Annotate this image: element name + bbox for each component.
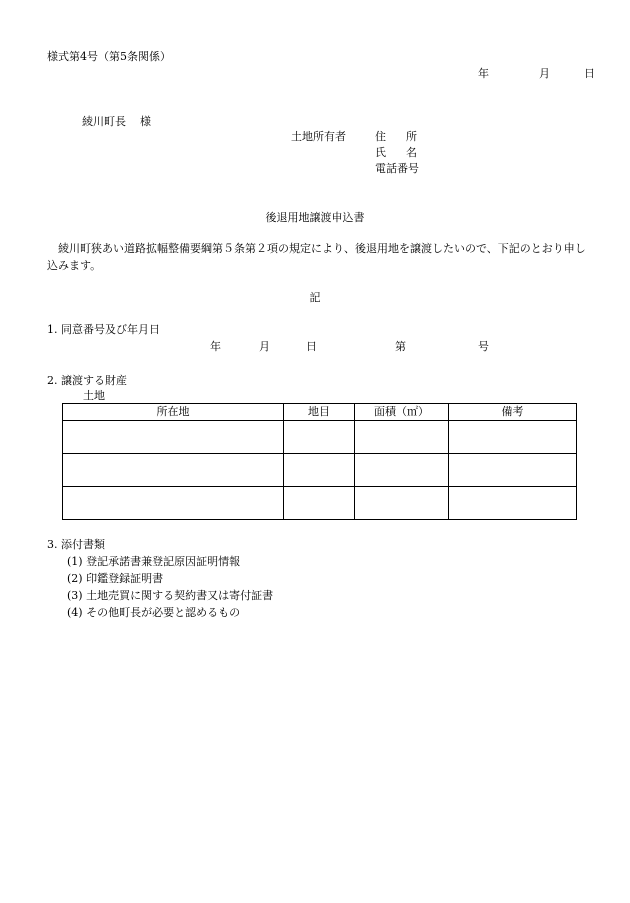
document-title: 後退用地譲渡申込書	[265, 211, 365, 224]
applicant-address-label: 住 所	[375, 130, 417, 143]
list-item: (1) 登記承諾書兼登記原因証明情報	[67, 555, 241, 568]
table-cell	[449, 487, 577, 520]
addressee-honorific: 様	[140, 115, 151, 128]
consent-month-label: 月	[259, 340, 270, 353]
list-item: (3) 土地売買に関する契約書又は寄付証書	[67, 589, 274, 602]
addressee	[82, 114, 151, 130]
section2-subheading: 土地	[83, 389, 105, 402]
table-row	[63, 487, 577, 520]
asset-table-header-row	[63, 404, 577, 421]
applicant-phone-label: 電話番号	[375, 162, 419, 175]
table-cell	[355, 487, 449, 520]
body-paragraph: 綾川町狭あい道路拡幅整備要綱第５条第２項の規定により、後退用地を譲渡したいので、下記のとおり申し込みます。	[47, 242, 586, 272]
table-cell	[284, 487, 355, 520]
list-item: (4) その他町長が必要と認めるもの	[67, 606, 241, 619]
table-cell	[449, 454, 577, 487]
column-header-remarks: 備考	[449, 404, 577, 421]
table-cell	[284, 421, 355, 454]
asset-table	[62, 403, 577, 520]
table-row	[63, 454, 577, 487]
table-cell	[355, 454, 449, 487]
applicant-fields	[375, 129, 419, 177]
consent-year-label: 年	[210, 340, 221, 353]
addressee-name: 綾川町長	[82, 115, 126, 128]
table-cell	[63, 487, 284, 520]
section1-consent-date	[210, 339, 489, 355]
column-header-land-category: 地目	[284, 404, 355, 421]
table-cell	[355, 421, 449, 454]
date-month-label: 月	[539, 67, 550, 80]
consent-dai-label: 第	[395, 340, 406, 353]
ki-mark: 記	[309, 291, 321, 304]
date-year-label: 年	[478, 67, 489, 80]
table-cell	[449, 421, 577, 454]
consent-go-label: 号	[478, 340, 489, 353]
list-item: (2) 印鑑登録証明書	[67, 572, 164, 585]
section3-heading: 3. 添付書類	[47, 538, 105, 551]
form-number: 様式第4号（第5条関係）	[47, 50, 171, 63]
date-day-label: 日	[584, 67, 595, 80]
table-cell	[63, 454, 284, 487]
table-row	[63, 421, 577, 454]
section1-heading: 1. 同意番号及び年月日	[47, 323, 160, 336]
section2-heading: 2. 譲渡する財産	[47, 374, 127, 387]
column-header-area: 面積（㎡）	[355, 404, 449, 421]
submission-date	[478, 66, 595, 82]
attachment-list	[67, 553, 273, 621]
column-header-location: 所在地	[63, 404, 284, 421]
table-cell	[63, 421, 284, 454]
table-cell	[284, 454, 355, 487]
consent-day-label: 日	[306, 340, 317, 353]
applicant-name-label: 氏 名	[375, 146, 417, 159]
applicant-label: 土地所有者	[291, 130, 346, 143]
